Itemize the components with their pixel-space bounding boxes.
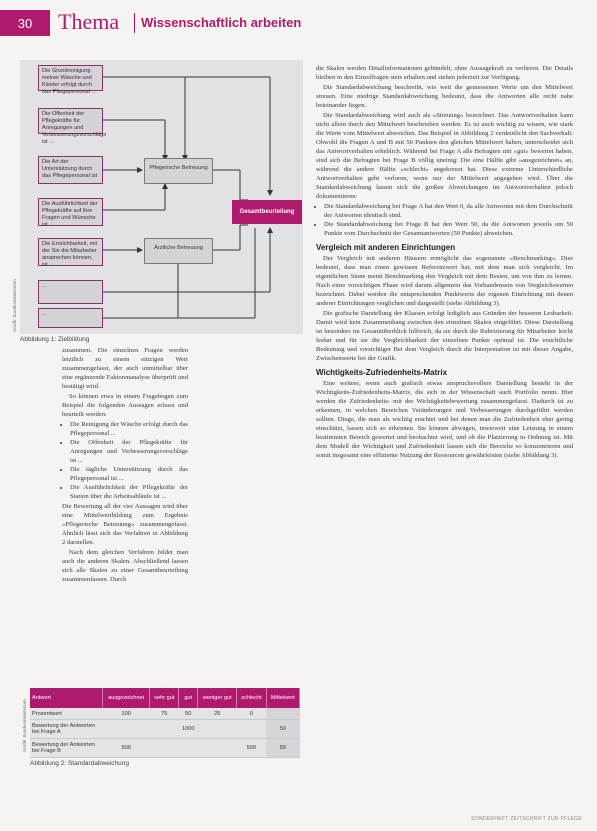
table-cell: Prozentwert bbox=[30, 708, 103, 720]
table-cell bbox=[198, 739, 237, 758]
left-paragraph-2: So können etwa in einem Fragebogen zum Beispiel die folgenden Aussagen erfasst und beurteilt werden: bbox=[62, 393, 188, 418]
right-column-text bbox=[316, 64, 573, 461]
table-cell bbox=[150, 739, 179, 758]
table-cell: Bewertung der Antworten bei Frage B bbox=[30, 739, 103, 758]
table-header: sehr gut bbox=[150, 688, 179, 708]
table-header: gut bbox=[179, 688, 198, 708]
table-header: ausgezeichnet bbox=[103, 688, 150, 708]
list-item: • Die Standardabweichung bei Frage B hat den Wert 50, da die Antworten jeweils um 50 Punkte vom Durchschnitt der Gesamtantworten (50 Punkte) abweichen. bbox=[324, 220, 573, 238]
question-box-3: Die Art der Unterstützung durch das Pflegepersonal ist ... bbox=[38, 156, 103, 184]
standard-deviation-table bbox=[30, 688, 300, 758]
table-cell: 50 bbox=[266, 739, 299, 758]
table-cell bbox=[237, 720, 266, 739]
total-box: Gesamtbeurteilung bbox=[232, 200, 302, 224]
table-cell: 25 bbox=[198, 708, 237, 720]
table-cell: 75 bbox=[150, 708, 179, 720]
list-item: • Die Offenheit der Pflegekräfte für Anregungen und Verbesserungsvorschläge ist ... bbox=[70, 438, 188, 465]
right-paragraph-6: Eine weitere, wenn auch grafisch etwas anspruchsvollere Darstellung besteht in der Wichtigkeits-Zufriedenheits-Matrix, die sich in der Wissenschaft auch Portfolio nennt. Hier werden die Zufriedenheits- mit der Wichtigkeitsbewertung zusammengefasst. Dadurch ist zu erkennen, in welchen Bereichen Veränderungen und Verbesserungen durchgeführt werden sollten. Dinge, die man als wichtig erachtet und bei denen man die Zufriedenheit eher gering einschätzt, lassen sich so erkennen. Sie können abwägen, inwieweit eine Leistung in einem bestimmten Bereich gewertet und beobachtet wird, und ob die Platzierung in Ordnung ist. Mit dem Modell der Wichtigkeit und Zufriedenheit lassen sich die Bereiche so konzentrieren und somit insgesamt eine effiziente Nutzung der Ressourcen gewährleisten (siehe Abbildung 3). bbox=[316, 380, 573, 459]
question-box-2: Die Offenheit der Pflegekräfte für Anregungen und Verbesserungsvorschläge ist ... bbox=[38, 108, 103, 134]
list-item: • Die Reinigung der Wäsche erfolgt durch das Pflegepersonal ... bbox=[70, 420, 188, 438]
table-cell: 1000 bbox=[179, 720, 198, 739]
table-cell bbox=[150, 720, 179, 739]
question-box-1: Die Grundreinigung meiner Wäsche und Kleider erfolgt durch das Pflegepersonal ... bbox=[38, 65, 103, 91]
left-paragraph-4: Nach dem gleichen Verfahren bildet man auch die anderen Skalen. Abschließend lassen sich alle Skalen zu einer Gesamtbeurteilung zusammenfassen. Durch bbox=[62, 549, 188, 583]
figure-zielbildung bbox=[20, 60, 303, 334]
question-box-7: ... bbox=[38, 308, 103, 328]
page-number: 30 bbox=[0, 10, 50, 36]
table-cell bbox=[179, 739, 198, 758]
table-cell bbox=[198, 720, 237, 739]
table-row bbox=[30, 739, 300, 758]
left-paragraph-1: zusammen. Die einzelnen Fragen werden letztlich zu einem einzigen Wert zusammengefasst, der auch unmittelbar über eine ergänzende Faktorenanalyse überprüft und bestätigt wird. bbox=[62, 347, 188, 390]
heading-vergleich: Vergleich mit anderen Einrichtungen bbox=[316, 243, 456, 252]
table-cell bbox=[266, 708, 299, 720]
table-row bbox=[30, 720, 300, 739]
table-cell: 500 bbox=[237, 739, 266, 758]
table-cell bbox=[103, 720, 150, 739]
figure1-caption: Abbildung 1: Zielbildung bbox=[20, 336, 90, 343]
section-title: Thema bbox=[58, 9, 120, 34]
table-header: Mittelwert bbox=[266, 688, 299, 708]
heading-matrix: Wichtigkeits-Zufriedenheits-Matrix bbox=[316, 368, 448, 377]
page-footer: SONDERHEFT ZEITSCHRIFT ZUR PFLEGE bbox=[471, 816, 582, 822]
table-header: Antwort bbox=[30, 688, 103, 708]
left-column-text bbox=[62, 346, 188, 585]
list-item: • Die tägliche Unterstützung durch das Pflegepersonal ist ... bbox=[70, 465, 188, 483]
section-subtitle: Wissenschaftlich arbeiten bbox=[141, 15, 302, 30]
group-box-pflegerisch: Pflegerische Betreuung bbox=[144, 158, 213, 184]
table-cell: 50 bbox=[179, 708, 198, 720]
table-header: schlecht bbox=[237, 688, 266, 708]
question-box-5: Die Erreichbarkeit, mit der Sie die Mitarbeiter ansprechen können, ist ... bbox=[38, 238, 103, 266]
left-paragraph-3: Die Bewertung all der vier Aussagen wird über eine Mittelwertbildung zum Ergebnis »Pflegerische Betreuung« zusammengefasst. Ähnlich lässt sich das Verfahren in Abbildung 2 darstellen. bbox=[62, 503, 188, 546]
question-box-4: Die Ausführlichkeit der Pflegekräfte auf Ihre Fragen und Wünsche ist ... bbox=[38, 198, 103, 226]
right-paragraph-3: Die Standardabweichung wird auch als »Streuung« bezeichnet. Das Antwortverhalten kann nicht allein durch den Mittelwert beschrieben werden. Es ist auch wichtig zu wissen, wie stark die Werte vom Mittelwert abweichen. Das Beispiel in Abbildung 2 verdeutlicht den Sachverhalt: Obwohl die Fragen A und B mit 50 Punkten den gleichen Mittelwert haben, unterscheidet sich das Antwortverhalten erheblich. Während bei Frage A alle Befragten mit »gut« bewertet haben, sind sich die Befragten bei Frage B völlig uneinig: Die eine Hälfte gibt »ausgezeichnet« an, während die andere Hälfte »schlecht« angekreuzt hat. Diese extreme Unterschiedliche Antwortverhalten geht verloren, wenn nur der Mittelwert angegeben wird. Über die Standardabweichung lassen sich die großen Abweichungen im Antwortverhalten jedoch dokumentieren: bbox=[316, 112, 573, 200]
left-bullet-list bbox=[62, 420, 188, 501]
right-paragraph-2: Die Standardabweichung beschreibt, wie weit die gemessenen Werte um den Mittelwert streuen. Eine niedrige Standardabweichung bedeutet, dass die Antworten alle recht nahe beieinander liegen. bbox=[316, 84, 573, 109]
right-bullet-list bbox=[316, 202, 573, 238]
table-cell: 0 bbox=[237, 708, 266, 720]
question-box-6: ... bbox=[38, 280, 103, 304]
table-credit: Grafik: Bundesministerium bbox=[22, 699, 27, 752]
table-header: weniger gut bbox=[198, 688, 237, 708]
table-caption: Abbildung 2: Standardabweichung bbox=[30, 760, 130, 767]
section-divider bbox=[134, 13, 135, 33]
right-paragraph-4: Der Vergleich mit anderen Häusern ermöglicht das sogenannte »Benchmarking«. Dies bedeutet, dass man einen gewissen Referenzwert hat, mit dem man sich vergleicht. Im eigentlichen Sinne meint Benchmarking den Vergleich mit dem Besten, um von ihm zu lernen. Nach einer vorsichtigen Phase wird darum allgemein das Vorhandensein von Vergleichswerten bezeichnet. Dabei werden die entsprechenden Punktwerte der eigenen Einrichtung mit denen anderer Einrichtungen verglichen und dargestellt (siehe Abbildung 3). bbox=[316, 255, 573, 307]
list-item: • Die Standardabweichung bei Frage A hat den Wert 0, da alle Antworten mit dem Durchschnitt der Antworten identisch sind. bbox=[324, 202, 573, 220]
table-cell: 500 bbox=[103, 739, 150, 758]
table-header-row bbox=[30, 688, 300, 708]
right-paragraph-1: die Skalen werden Detailinformationen gebündelt, ohne Aussagekraft zu verlieren. Die Details bleiben in den Einzelfragen stets erhalten und stehen jederzeit zur Verfügung. bbox=[316, 65, 573, 81]
table-cell: Bewertung der Antworten bei Frage A bbox=[30, 720, 103, 739]
table-cell: 100 bbox=[103, 708, 150, 720]
figure1-credit: Grafik: Bundesministerium bbox=[12, 279, 17, 332]
table-cell: 50 bbox=[266, 720, 299, 739]
right-paragraph-5: Die grafische Darstellung der Klassen erfolgt lediglich aus Gründen der besseren Lesbarkeit. Damit wird kein Zusammenhang zwischen den einzelnen Skalen eingeführt. Diese Darstellung ist besonders im Gesamtüberblick hilfreich, da sie durch die Rubrizierung für Mitarbeiter leicht lesbar und für sie die Vergleichbarkeit der einzelnen Punkte optimal ist. Die ersichtliche Bedeutung und vorsichtiger Bei dem Vergleich durch die Interpretation ist mit dieser Angabe, Zwischenwerte bei der Grafik. bbox=[316, 310, 573, 362]
list-item: • Die Ausführlichkeit der Pflegekräfte der Station über die Arbeitsabläufe ist ... bbox=[70, 483, 188, 501]
table-row bbox=[30, 708, 300, 720]
group-box-aerztlich: Ärztliche Betreuung bbox=[144, 238, 213, 264]
